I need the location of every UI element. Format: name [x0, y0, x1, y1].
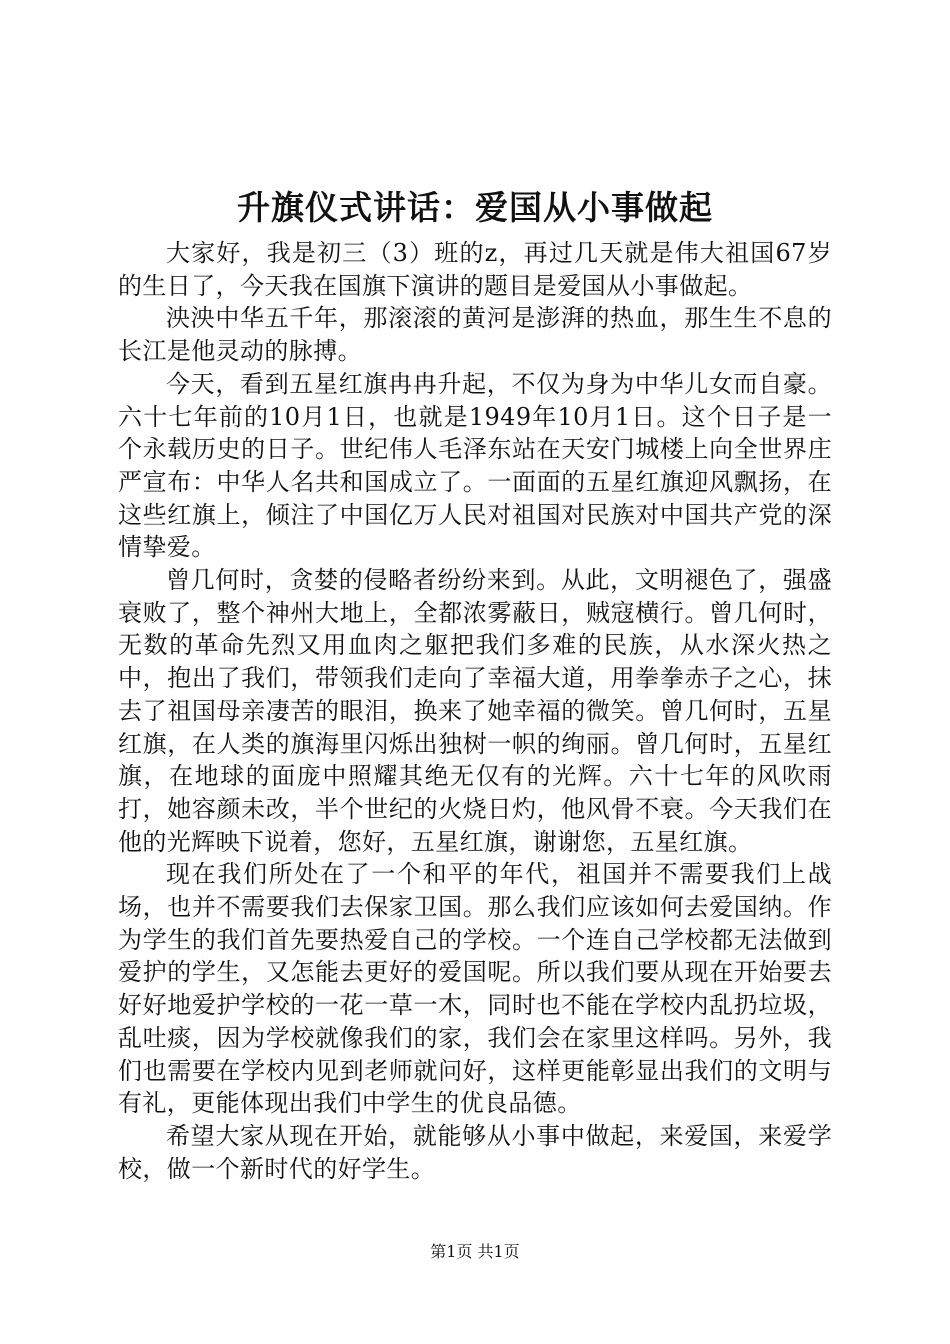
document-title: 升旗仪式讲话：爱国从小事做起 [237, 188, 713, 227]
paragraph-founding: 今天，看到五星红旗冉冉升起，不仅为身为中华儿女而自豪。六十七年前的10月1日，也就是1949年10月1日。这个日子是一个永载历史的日子。世纪伟人毛泽东站在天安门城楼上向全世界庄严宣布：中华人名共和国成立了。一面面的五星红旗迎风飘扬，在这些红旗上，倾注了中国亿万人民对祖国对民族对中国共产党的深情挚爱。 [118, 369, 832, 562]
paragraph-present: 现在我们所处在了一个和平的年代，祖国并不需要我们上战场，也并不需要我们去保家卫国。那么我们应该如何去爱国纳。作为学生的我们首先要热爱自己的学校。一个连自己学校都无法做到爱护的学生，又怎能去更好的爱国呢。所以我们要从现在开始要去好好地爱护学校的一花一草一木，同时也不能在学校内乱扔垃圾，乱吐痰，因为学校就像我们的家，我们会在家里这样吗。另外，我们也需要在学校内见到老师就问好，这样更能彰显出我们的文明与有礼，更能体现出我们中学生的优良品德。 [118, 860, 832, 1118]
page-footer: 第1页 共1页 [430, 1242, 520, 1261]
paragraph-past: 曾几何时，贪婪的侵略者纷纷来到。从此，文明褪色了，强盛衰败了，整个神州大地上，全都浓雾蔽日，贼寇横行。曾几何时，无数的革命先烈又用血肉之躯把我们多难的民族，从水深火热之中，抱出了我们，带领我们走向了幸福大道，用拳拳赤子之心，抹去了祖国母亲凄苦的眼泪，换来了她幸福的微笑。曾几何时，五星红旗，在人类的旗海里闪烁出独树一帜的绚丽。曾几何时，五星红旗，在地球的面庞中照耀其绝无仅有的光辉。六十七年的风吹雨打，她容颜未改，半个世纪的火烧日灼，他风骨不衰。今天我们在他的光辉映下说着，您好，五星红旗，谢谢您，五星红旗。 [118, 566, 832, 856]
paragraph-greeting: 大家好，我是初三（3）班的z，再过几天就是伟大祖国67岁的生日了，今天我在国旗下演讲的题目是爱国从小事做起。 [118, 239, 832, 300]
document-body [118, 237, 832, 1185]
paragraph-history: 泱泱中华五千年，那滚滚的黄河是澎湃的热血，那生生不息的长江是他灵动的脉搏。 [118, 304, 832, 366]
paragraph-closing: 希望大家从现在开始，就能够从小事中做起，来爱国，来爱学校，做一个新时代的好学生。 [118, 1121, 832, 1183]
